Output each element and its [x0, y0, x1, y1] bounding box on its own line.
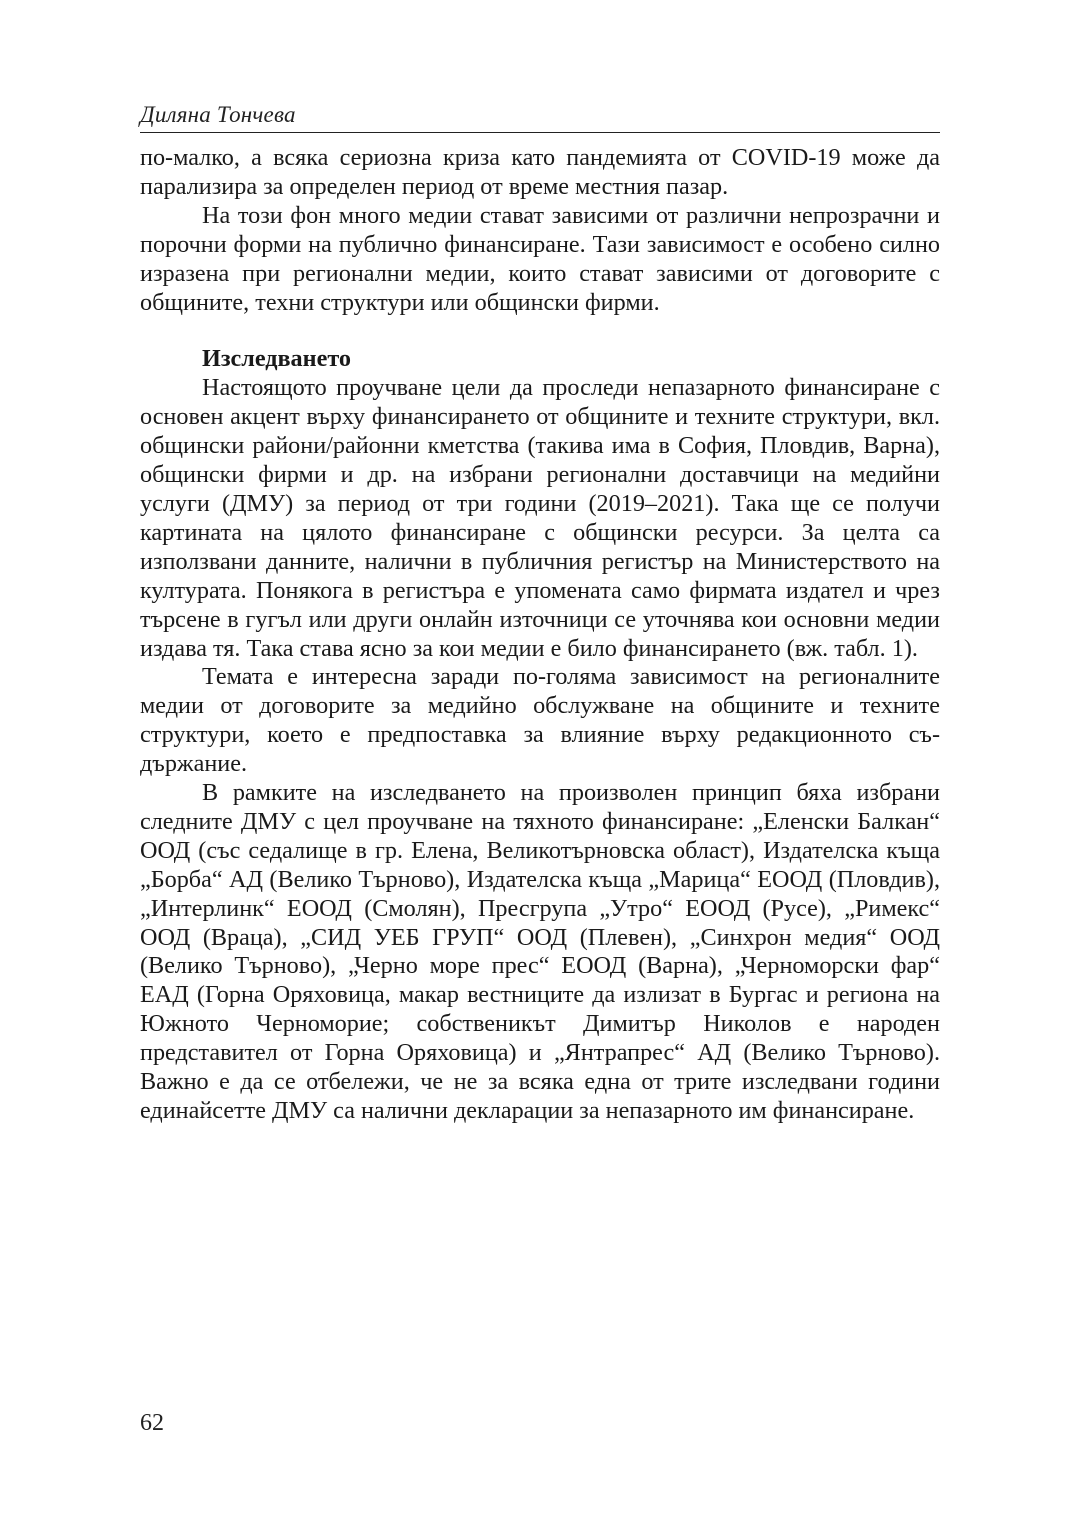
running-header — [140, 102, 940, 133]
paragraph-research-goal: Настоящото проучване цели да проследи непазарното финансиране с основен акцент върху финансирането от общините и техните структури, вкл. общински райони/районни кметства (такива има в София, Пловдив, Варна), общински фирми и др. на избрани регионални доставчици на медийни услуги (ДМУ) за период от три години (2019–2021). Така ще се получи картината на цялото финансиране с общински ресурси. За целта са използвани данните, налични в публичния регистър на Министерството на културата. Понякога в регистъра е упомената само фирмата издател и чрез търсене в гугъл или други онлайн източници се уточнява кои основни медии издава тя. Така става ясно за кои медии е било финансирането (вж. табл. 1). — [140, 374, 940, 662]
author-name: Диляна Тончева — [140, 102, 296, 127]
paragraph-topic-relevance: Темата е интересна заради по-голяма зависимост на регионалните медии от договорите за медийно обслужване на общините и техните структури, което е предпоставка за влияние върху редакционното съдържание. — [140, 663, 940, 778]
paragraph-selected-providers: В рамките на изследването на произволен принцип бяха избрани следните ДМУ с цел проучване на тяхното финансиране: „Еленски Балкан“ ООД (със седалище в гр. Елена, Великотърновска област), Издателска къща „Борба“ АД (Велико Търново), Издателска къща „Марица“ ЕООД (Пловдив), „Интерлинк“ ЕООД (Смолян), Пресгрупа „Утро“ ЕООД (Русе), „Римекс“ ООД (Враца), „СИД УЕБ ГРУП“ ООД (Плевен), „Синхрон медия“ ООД (Велико Търново), „Черно море прес“ ЕООД (Варна), „Черноморски фар“ ЕАД (Горна Оряховица, макар вестниците да излизат в Бургас и региона на Южното Черноморие; собственикът Димитър Николов е народен представител от Горна Оряховица) и „Янтрапрес“ АД (Велико Търново). Важно е да се отбележи, че не за всяка една от трите изследвани години единайсетте ДМУ са налични декларации за непазарното им финансиране. — [140, 779, 940, 1124]
section-heading: Изследването — [202, 345, 351, 373]
paragraph-continuation: по-малко, а всяка сериозна криза като пандемията от COVID-19 може да парализира за определен период от време местния пазар. — [140, 144, 940, 200]
paragraph-context: На този фон много медии стават зависими от различни непрозрачни и порочни форми на публично финансиране. Тази зависимост е особено силно изразена при регионални медии, които стават зависими от договорите с общините, техни структури или общински фирми. — [140, 201, 940, 316]
page-number: 62 — [140, 1410, 164, 1436]
article-body — [140, 144, 940, 1126]
